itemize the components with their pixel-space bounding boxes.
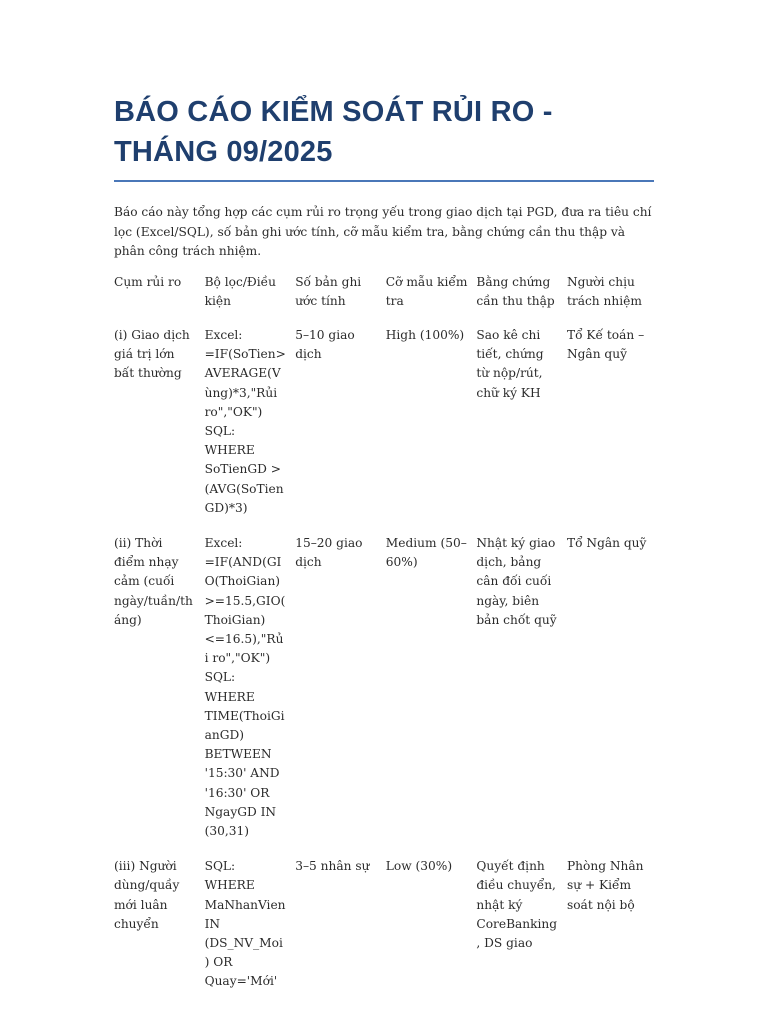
cell-evidence: Quyết định điều chuyển, nhật ký CoreBanking, DS giao bbox=[476, 859, 558, 950]
table-header-row bbox=[114, 273, 658, 326]
risk-table bbox=[114, 273, 658, 1008]
filter-excel-text: Excel: =IF(SoTien>AVERAGE(Vùng)*3,"Rủi ro","OK") bbox=[204, 327, 286, 419]
report-title: BÁO CÁO KIỂM SOÁT RỦI RO - THÁNG 09/2025 bbox=[114, 92, 654, 182]
header-risk-cluster: Cụm rủi ro bbox=[114, 274, 182, 289]
table-row bbox=[114, 857, 658, 1007]
cell-owner: Tổ Ngân quỹ bbox=[566, 535, 647, 550]
cell-risk-cluster: (iii) Người dùng/quầy mới luân chuyển bbox=[114, 859, 180, 931]
cell-sample-size: Medium (50–60%) bbox=[385, 535, 467, 570]
cell-evidence: Sao kê chi tiết, chứng từ nộp/rút, chữ ký KH bbox=[476, 327, 544, 400]
cell-sample-size: Low (30%) bbox=[385, 859, 453, 874]
filter-sql-text: SQL: WHERE MaNhanVien IN (DS_NV_Moi) OR Quay='Mới' bbox=[204, 859, 286, 989]
cell-estimated-records: 15–20 giao dịch bbox=[295, 535, 363, 570]
report-page bbox=[114, 92, 654, 1008]
cell-owner: Tổ Kế toán – Ngân quỹ bbox=[566, 327, 645, 362]
intro-paragraph: Báo cáo này tổng hợp các cụm rủi ro trọng yếu trong giao dịch tại PGD, đưa ra tiêu chí lọc (Excel/SQL), số bản ghi ước tính, cỡ mẫu kiểm tra, bằng chứng cần thu thập và phân công trách nhiệm. bbox=[114, 205, 652, 258]
header-evidence: Bằng chứng cần thu thập bbox=[476, 274, 555, 308]
cell-estimated-records: 5–10 giao dịch bbox=[295, 327, 355, 362]
cell-evidence: Nhật ký giao dịch, bảng cân đối cuối ngày, biên bản chốt quỹ bbox=[476, 535, 557, 627]
table-row bbox=[114, 534, 658, 857]
cell-risk-cluster: (ii) Thời điểm nhạy cảm (cuối ngày/tuần/tháng) bbox=[114, 535, 193, 627]
cell-filter bbox=[205, 326, 296, 534]
table-row bbox=[114, 326, 658, 534]
filter-sql-text: SQL: WHERE SoTienGD > (AVG(SoTienGD)*3) bbox=[204, 423, 284, 515]
cell-filter bbox=[205, 534, 296, 857]
filter-sql-text: SQL: WHERE TIME(ThoiGianGD) BETWEEN '15:30' AND '16:30' OR NgayGD IN (30,31) bbox=[204, 670, 285, 838]
cell-estimated-records: 3–5 nhân sự bbox=[295, 859, 370, 874]
filter-excel-text: Excel: =IF(AND(GIO(ThoiGian)>=15.5,GIO(ThoiGian)<=16.5),"Rủi ro","OK") bbox=[204, 535, 286, 666]
cell-filter bbox=[205, 857, 296, 1007]
header-sample-size: Cỡ mẫu kiểm tra bbox=[385, 274, 468, 308]
header-owner: Người chịu trách nhiệm bbox=[566, 274, 642, 308]
cell-owner: Phòng Nhân sự + Kiểm soát nội bộ bbox=[566, 859, 644, 912]
cell-risk-cluster: (i) Giao dịch giá trị lớn bất thường bbox=[114, 327, 190, 381]
cell-sample-size: High (100%) bbox=[385, 327, 465, 342]
header-filter: Bộ lọc/Điều kiện bbox=[204, 274, 277, 308]
header-estimated-records: Số bản ghi ước tính bbox=[295, 274, 362, 308]
